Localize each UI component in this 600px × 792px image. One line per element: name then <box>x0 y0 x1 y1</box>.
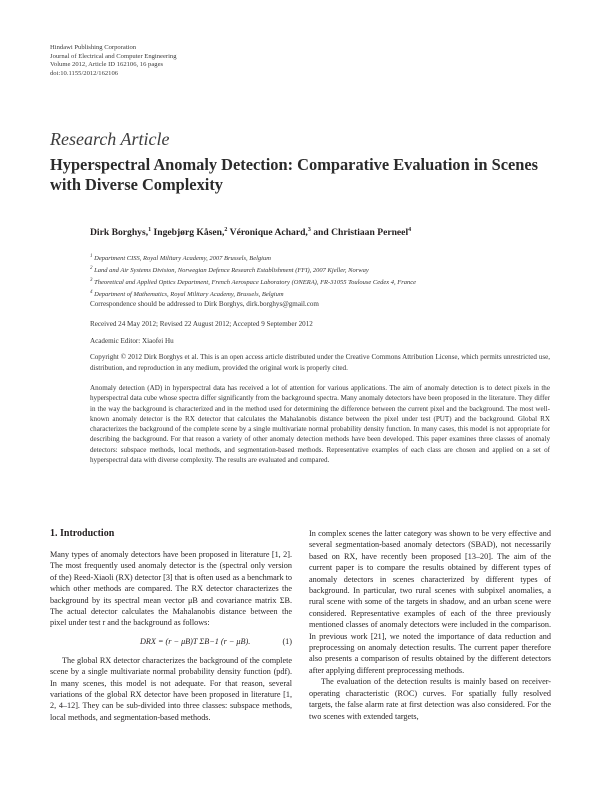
correspondence: Correspondence should be addressed to Dirk Borghys, dirk.borghys@gmail.com <box>90 300 319 308</box>
journal-header <box>50 44 177 78</box>
equation-block <box>50 629 292 655</box>
affiliation: $^1$ Department CISS, Royal Military Academy, 2007 Brussels, Belgium <box>90 254 271 263</box>
paragraph: Many types of anomaly detectors have been proposed in literature [1, 2]. The most frequently used anomaly detector is the (spectral only version of the) Reed-Xiaoli (RX) detector [3] that is often used as a benchmark to which other methods are compared. The RX detector characterizes the background by its spectral mean vector μB and covariance matrix ΣB. The actual detector calculates the Mahalanobis distance between the pixel under test r and the background as follows: <box>50 550 292 628</box>
paragraph: The global RX detector characterizes the background of the complete scene by a single multivariate normal probability density function (pdf). In many scenes, this model is not adequate. For that reason, several variations of the global RX detector have been proposed in literature [1, 2, 4–12]. They can be sub-divided into three classes: subspace methods, local methods, and segmentation-based methods. <box>50 655 292 722</box>
publisher: Hindawi Publishing Corporation <box>50 44 137 51</box>
affiliation: $^3$ Theoretical and Applied Optics Department, French Aerospace Laboratory (ONERA), FR-31055 Toulouse Cedex 4, France <box>90 278 417 287</box>
affiliation: $^4$ Department of Mathematics, Royal Military Academy, Brussels, Belgium <box>90 290 284 299</box>
article-type: Research Article <box>50 129 170 149</box>
publication-dates: Received 24 May 2012; Revised 22 August 2012; Accepted 9 September 2012 <box>90 320 313 328</box>
journal-name: Journal of Electrical and Computer Engineering <box>50 52 177 60</box>
author: Véronique Achard,$^3$ <box>229 227 311 239</box>
volume-info: Volume 2012, Article ID 162106, 16 pages <box>50 61 164 69</box>
doi[interactable]: doi:10.1155/2012/162106 <box>50 69 119 77</box>
left-column <box>50 549 292 723</box>
equation: DRX = (r − μB)T ΣB−1 (r − μB). <box>140 636 251 646</box>
author-list <box>90 227 411 238</box>
affiliation: $^2$ Land and Air Systems Division, Norwegian Defence Research Establishment (FFI), 2007 Kjeller, Norway <box>90 266 369 275</box>
paper-title: Hyperspectral Anomaly Detection: Comparative Evaluation in Scenes with Diverse Complexity <box>50 155 539 194</box>
author: and Christiaan Perneel$^4$ <box>313 227 412 239</box>
right-column <box>309 528 551 722</box>
equation-number: (1) <box>282 636 292 646</box>
affiliation-list <box>90 252 416 301</box>
section-heading: 1. Introduction <box>50 528 115 539</box>
copyright-notice: Copyright © 2012 Dirk Borghys et al. This is an open access article distributed under the Creative Commons Attribution License, which permits unrestricted use, distribution, and reproduction in any medium, provided the original work is properly cited. <box>90 353 550 372</box>
paragraph: In complex scenes the latter category was shown to be very effective and several segmentation-based anomaly detectors (SBAD), not necessarily based on RX, have recently been proposed [13–20]. The aim of the current paper is to compare the results obtained by different types of anomaly detectors in scenes characterized by different types of background. In particular, two rural scenes with subpixel anomalies, a rural scene with some of the targets in shadow, and an urban scene were considered. Representative examples of each of the three previously mentioned classes of anomaly detectors were included in the comparison. In previous work [21], we noted the importance of data reduction and preprocessing on anomaly detection results. The current paper therefore also presents a comparison of results obtained by the different detectors after applying different preprocessing methods. <box>309 529 551 675</box>
abstract: Anomaly detection (AD) in hyperspectral data has received a lot of attention for various applications. The aim of anomaly detection is to detect pixels in the hyperspectral data cube whose spectra differ significantly from the background spectra. Many anomaly detectors have been proposed in the literature. They differ in the way the background is characterized and in the method used for determining the difference between the current pixel and the background. The most well-known anomaly detector is the RX detector that calculates the Mahalanobis distance between the pixel under test (PUT) and the background. Global RX characterizes the background of the complete scene by a single multivariate normal probability density function. In many cases, this model is not appropriate for describing the background. For that reason a variety of other anomaly detection methods have been developed. This paper examines three classes of anomaly detectors: subspace methods, local methods, and segmentation-based methods. Representative examples of each class are chosen and applied on a set of hyperspectral data with diverse complexity. The results are evaluated and compared. <box>90 384 550 465</box>
author: Dirk Borghys,$^1$ <box>90 227 152 239</box>
author: Ingebjørg Kåsen,$^2$ <box>153 227 228 239</box>
paragraph: The evaluation of the detection results is mainly based on receiver-operating characteristic (ROC) curves. For spatially fully resolved targets, the false alarm rate at first detection was also considered. For the two scenes with extended targets, <box>309 677 551 721</box>
academic-editor: Academic Editor: Xiaofei Hu <box>90 337 174 345</box>
